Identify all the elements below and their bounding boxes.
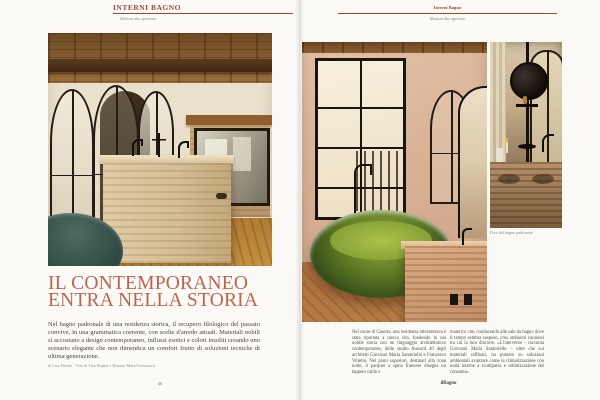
body-column-2: materico che, conducendo alle sale da bagno dove il tempo sembra sospeso, crea ambienti connessi tra cui la luce discorre. «L'intervento – racconta Giovanni Maria Santoriello – oltre che sui materiali raffinati, ha puntato su soluzioni ambientali avanzate come la climatizzazione con unità interne a scomparsa e ottimizzazione dei consumi».	[450, 330, 544, 375]
ceiling-beam	[48, 59, 272, 72]
ceiling-beam	[302, 42, 487, 53]
spine-gutter	[295, 0, 305, 400]
candle-flame	[505, 138, 508, 142]
black-faucet	[178, 141, 189, 158]
soap-dispenser	[496, 148, 503, 162]
dark-vanity-photo	[490, 42, 562, 228]
intro-paragraph: Nel bagno padronale di una residenza storica, il recupero filologico del passato convive, in una grammatica coerente, con scelte d'arredo attuali. Materiali nobili si accostano a design contemporaneo, influssi esotici e colori insoliti creando uno scenario elegante che non dimentica un comfort frutto di soluzioni tecniche di ultima generazione.	[48, 321, 260, 360]
right-section-header: Interni Bagno	[433, 5, 462, 10]
candelabra-sculpture	[152, 133, 166, 157]
left-header-rule	[113, 13, 293, 14]
black-faucet	[542, 134, 554, 152]
pole-shelf	[516, 104, 538, 107]
basin	[532, 174, 554, 184]
vanity-outlet	[464, 294, 472, 305]
black-faucet	[462, 228, 472, 245]
page-title-line1: IL CONTEMPORANEO	[48, 273, 249, 294]
washbasin-counter	[490, 162, 562, 228]
left-section-header: INTERNI BAGNO	[113, 3, 181, 12]
page-title	[48, 275, 263, 309]
mirror-reflection	[233, 137, 251, 171]
amber-bottle	[523, 96, 527, 104]
soap-dish	[518, 144, 536, 149]
black-faucet	[132, 139, 143, 156]
magazine-folio: ilBagno	[440, 381, 457, 386]
right-header-rule	[338, 13, 557, 14]
page-title-line2: ENTRA NELLA STORIA	[48, 290, 259, 311]
left-page-number: 46	[157, 381, 163, 386]
master-bathroom-photo	[48, 33, 272, 266]
travertine-vanity	[405, 246, 487, 322]
island-handle-slot	[216, 193, 227, 199]
green-tub-photo	[302, 42, 487, 322]
left-header-tagline: Maison des aperture	[120, 15, 157, 21]
detail-photo-caption: Foto del bagno padronale	[490, 230, 533, 235]
basin	[498, 174, 520, 184]
byline: di Lisa Pineda · Foto di Tato Buttini e Benami Mara/Gentastock	[48, 363, 156, 368]
body-column-1: Nel cuore di Caserta, una residenza ottocentesca è stata riportata a nuova vita, fondendo la sua nobile storia con un linguaggio architettonico contemporaneo, dello studio Auward 40 degli architetti Giovanni Maria Santoriello e Francesco Vitiello. Nei piani superiori, destinati alla zona notte, il parquet a spina francese disegna un tappeto caldo e	[352, 330, 446, 375]
vanity-outlet	[450, 294, 458, 305]
arched-niche	[458, 86, 487, 238]
wood-mantel	[186, 115, 272, 125]
right-header-tagline: Maison des aperture	[429, 15, 466, 21]
round-mirror	[510, 62, 548, 100]
candle	[506, 142, 508, 153]
wood-ceiling	[48, 33, 272, 83]
